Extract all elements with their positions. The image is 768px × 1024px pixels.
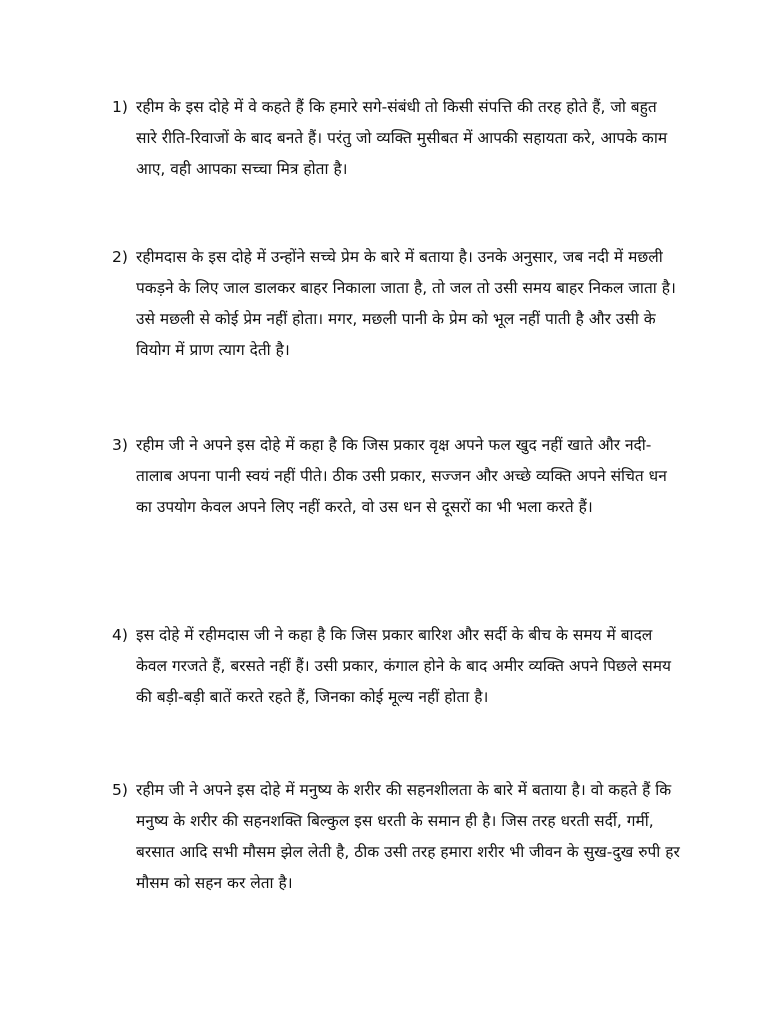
list-item xyxy=(112,92,682,185)
item-text: रहीम जी ने अपने इस दोहे में मनुष्य के शरीर की सहनशीलता के बारे में बताया है। वो कहते हैं कि मनुष्य के शरीर की सहनशक्ति बिल्कुल इस धरती के समान ही है। जिस तरह धरती सर्दी, गर्मी, बरसात आदि सभी मौसम झेल लेती है, ठीक उसी तरह हमारा शरीर भी जीवन के सुख-दुख रुपी हर मौसम को सहन कर लेता है। xyxy=(136,781,680,892)
list-item xyxy=(112,430,682,523)
item-number: 5) xyxy=(112,781,128,799)
item-text: रहीम के इस दोहे में वे कहते हैं कि हमारे सगे-संबंधी तो किसी संपत्ति की तरह होते हैं, जो बहुत सारे रीति-रिवाजों के बाद बनते हैं। परंतु जो व्यक्ति मुसीबत में आपकी सहायता करे, आपके काम आए, वही आपका सच्चा मित्र होता है। xyxy=(136,98,668,178)
list-item xyxy=(112,775,682,899)
item-number: 1) xyxy=(112,98,128,116)
item-number: 2) xyxy=(112,248,128,266)
list-item xyxy=(112,620,682,713)
item-number: 4) xyxy=(112,626,128,644)
item-text: रहीमदास के इस दोहे में उन्होंने सच्चे प्रेम के बारे में बताया है। उनके अनुसार, जब नदी में मछली पकड़ने के लिए जाल डालकर बाहर निकाला जाता है, तो जल तो उसी समय बाहर निकल जाता है। उसे मछली से कोई प्रेम नहीं होता। मगर, मछली पानी के प्रेम को भूल नहीं पाती है और उसी के वियोग में प्राण त्याग देती है। xyxy=(136,248,676,359)
item-text: रहीम जी ने अपने इस दोहे में कहा है कि जिस प्रकार वृक्ष अपने फल खुद नहीं खाते और नदी-तालाब अपना पानी स्वयं नहीं पीते। ठीक उसी प्रकार, सज्जन और अच्छे व्यक्ति अपने संचित धन का उपयोग केवल अपने लिए नहीं करते, वो उस धन से दूसरों का भी भला करते हैं। xyxy=(136,436,667,516)
item-number: 3) xyxy=(112,436,128,454)
item-text: इस दोहे में रहीमदास जी ने कहा है कि जिस प्रकार बारिश और सर्दी के बीच के समय में बादल केवल गरजते हैं, बरसते नहीं हैं। उसी प्रकार, कंगाल होने के बाद अमीर व्यक्ति अपने पिछले समय की बड़ी-बड़ी बातें करते रहते हैं, जिनका कोई मूल्य नहीं होता है। xyxy=(136,626,671,706)
list-item xyxy=(112,242,682,366)
